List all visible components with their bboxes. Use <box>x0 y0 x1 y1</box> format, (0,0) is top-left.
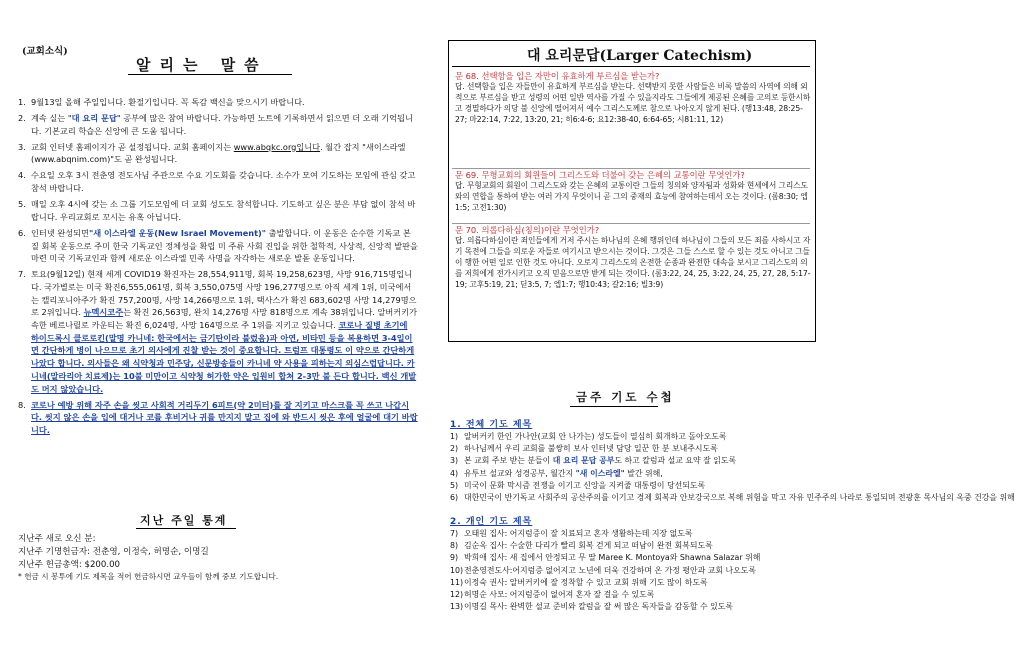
notice-number: 4. <box>18 170 26 181</box>
notice-list <box>18 96 418 440</box>
stats-title: 지난 주일 통계 <box>140 514 228 527</box>
qa-divider <box>452 168 810 169</box>
answer: 답. 무형교회의 회원이 그리스도와 갖는 은혜의 교통이란 그들의 칭의와 양자됨과 성화와 현세에서 그리스도와의 연합을 통하여 받는 여러 가지 무엇이니 곧 그의 중재의 효능에 참여하는데서 오는 것이다. (롬8:30; 엡1:5; 고전1:30) <box>455 181 808 212</box>
prayer-item <box>450 443 822 455</box>
notice-number: 7. <box>18 269 26 280</box>
notice-item <box>18 227 418 265</box>
prayer-number: 13) <box>450 602 464 612</box>
prayer-item <box>450 492 1015 504</box>
notice-item <box>18 268 418 395</box>
prayer-item <box>450 552 822 564</box>
prayer-text: 알버커키 한인 가나안(교회 안 나가는) 성도들이 열심히 회개하고 돌아오도록 <box>464 432 727 441</box>
prayer-number: 4) <box>450 468 459 478</box>
notice-text: 토요(9월12일) 현재 세계 COVID19 확진자는 28,554,911명, 회복 19,258,623명, 사망 916,715명입니다. 국가별로는 미국 확진6,555,061명, 회복 3,550,075명 사망 196,277명으로 아직 세계 1위, 미국에서는 캘리포니아주가 확진 757,200명, 사망 14,266명으로 1위, 택사스가 확진 683,602명 사망 14,279명으로 2위입니다. <box>31 269 417 318</box>
notice-text: 계속 실는 " <box>31 113 72 123</box>
stats-block <box>18 533 420 584</box>
prayer-text: 대 요리 문답 공부 <box>552 456 615 466</box>
notice-text: 매일 오후 4시에 갖는 소 그룹 기도모임에 더 교회 성도도 참석합니다. 기도하고 싶은 분은 부담 없이 참석 바랍니다. 우리교회로 꼬시는 유혹 아닙니다. <box>31 199 416 222</box>
prayer-text: 김순옥 집사: 수술한 다리가 빨리 회복 걷게 되고 떠남이 완전 회복되도록 <box>464 541 713 551</box>
notice-item <box>18 169 418 194</box>
prayer-item <box>450 468 822 480</box>
prayer-number: 2) <box>450 444 459 454</box>
question: 문 69. 무형교회의 회원들이 그리스도와 더불어 갖는 은혜의 교통이란 무엇인가? <box>455 170 745 180</box>
notice-text: 뉴멕시코주 <box>83 307 124 318</box>
named-donors: 지난주 기명헌금자: 전춘영, 이정숙, 허명순, 이명길 <box>18 546 209 557</box>
prayer-item <box>450 480 822 492</box>
notice-text: www.abqkc.org입니다 <box>233 141 321 152</box>
notice-text: . 월간 잡지 "새이스라엘(www.abqnim.com)"도 곧 완성됩니다. <box>31 141 406 165</box>
notice-item <box>18 198 418 223</box>
question: 문 68. 선택함을 입은 자만이 유효하게 부르심을 받는가? <box>455 71 660 81</box>
notice-text: "새 이스라엘 운동(New Israel Movement)" <box>88 227 267 238</box>
notice-item <box>18 141 418 166</box>
prayer-text: 본 교회 주보 받는 분들이 <box>464 456 553 466</box>
prayer-text: 허명순 사모: 어지럼증이 없어져 혼자 잘 걸을 수 있도록 <box>464 590 655 600</box>
prayer-text: 오태원 집사: 어지럼증이 잘 치료되고 혼자 생활하는데 지장 없도록 <box>464 529 693 538</box>
prayer-text: 전춘영전도사:어지럼증 없어지고 노년에 더욱 건강하며 온 가정 평안과 교회 나오도록 <box>464 565 757 575</box>
prayer-section-heading: 2. 개인 기도 제목 <box>450 517 533 527</box>
prayer-item <box>450 528 822 540</box>
notice-number: 5. <box>18 199 26 210</box>
notice-text: 코로나 예방 위해 자주 손을 씻고 사회적 거리두기 6피트(약 2미터)를 잘 지키고 마스크를 꼭 쓰고 나갑시다. 씻지 않은 손을 입에 대거나 코를 후비거나 귀를 만지지 말고 집에 와 반드시 씻은 후에 얼굴에 대기 바랍니다. <box>31 399 418 435</box>
qa-item <box>455 71 811 126</box>
notice-number: 1. <box>18 97 26 107</box>
notice-text: 코로나 질병 초기에 하이드록시 클로로킨(말명 카니네: 한국에서는 금기탄이라 불렀음)과 아연, 비타민 등을 복용하면 3-4일이면 간단하게 병이 나으므로 초기 의사에게 진찰 받는 것이 중요합니다. 트럼프 대통령도 이 약으로 간단하게 나았다 합니다. 의사들은 왜 식약청과 민주당, 신문방송들이 카니네 약 사용을 피하는지 의심스럽답니다. 카니네(말라리아 치료제)는 10불 미만이고 식약청 허가한 약은 입원비 합쳐 2-3만 불 든다 합니다. 백신 개발도 머지 않았습니다. <box>31 320 417 394</box>
prayer-text: 유투브 설교와 성경공부, 월간지 <box>464 468 576 478</box>
notice-number: 6. <box>18 227 26 238</box>
notice-item <box>18 96 418 109</box>
notice-text: 9월13일 올해 주일입니다. 환절기입니다. 꼭 독감 백신을 맞으시기 바랍니다. <box>31 97 305 107</box>
prayer-title: 금주 기도 수첩 <box>576 390 675 404</box>
notice-item <box>18 399 418 437</box>
notices-title: 알리는 말씀 <box>136 56 268 74</box>
notice-text: 는 확진 26,563명, 완치 14,276명 사망 818명으로 계속 38위입니다. 알버커키가 속한 베르나릴로 카운티는 확진 6,024명, 사망 164명으로 주 1위를 지키고 있습니다. <box>31 307 418 331</box>
prayer-list-general <box>450 431 1015 504</box>
prayer-text: 발간 위해, <box>624 468 663 478</box>
notice-number: 2. <box>18 113 26 123</box>
notice-text: 교회 인터넷 홈페이지가 곧 설정됩니다. 교회 홈페이지는 <box>31 141 234 152</box>
prayer-number: 7) <box>450 529 459 538</box>
new-visitors: 지난주 새로 오신 분: <box>18 534 96 544</box>
prayer-list-personal <box>450 528 822 613</box>
prayer-number: 1) <box>450 432 459 441</box>
notice-text: 출발합니다. 이 운동은 순수한 기독교 본질 회복 운동으로 주미 한국 기독교인 정체성을 확립 미 주류 사회 진입을 위한 철학적, 사상적, 신앙적 발판을 마련 미국 기독교인과 함께 새로운 이스라엘 민족 사명을 자각하는 새로운 발돋 운동입니다. <box>31 227 418 264</box>
prayer-text: 이정숙 권사: 알버커키에 잘 정착할 수 있고 교회 위해 기도 많이 하도록 <box>464 577 708 587</box>
prayer-title-underline <box>570 406 658 407</box>
prayer-number: 12) <box>450 590 464 600</box>
prayer-item <box>450 601 822 613</box>
prayer-item <box>450 455 822 467</box>
prayer-number: 6) <box>450 493 459 503</box>
question: 문 70. 의롭다하심(칭의)이란 무엇인가? <box>455 225 600 235</box>
notice-item <box>18 112 418 137</box>
notice-text: " 공부에 많은 참여 바랍니다. 가능하면 노트에 기록하면서 읽으면 더 오래 기억됩니다. 기본교리 학습은 신앙에 큰 도움 됩니다. <box>31 113 413 136</box>
prayer-number: 11) <box>450 577 464 587</box>
prayer-item <box>450 540 822 552</box>
prayer-item <box>450 431 822 443</box>
catechism-box <box>448 40 816 342</box>
catechism-title: 대 요리문답(Larger Catechism) <box>527 48 753 64</box>
prayer-section-heading: 1. 전체 기도 제목 <box>450 420 533 430</box>
offering-note: * 헌금 시 봉투에 기도 제목을 적어 헌금하시면 교우들이 함께 중보 기도합니다. <box>18 572 279 582</box>
answer: 답. 선택함을 입은 자들만이 유효하게 부르심을 받는다. 선택받지 못한 사람들은 비록 말씀의 사역에 의해 외적으로 부르심을 받고 성령의 어떤 일반 역사를 가질 수 있을지라도 그들에게 제공된 은혜를 고의로 등한시하고 경멸하다가 의당 불 신앙에 떨어져서 예수 그리스도께로 참으로 나아오지 않게 된다. (행13:48, 28:25-27; 마22:14, 7:22, 13:20, 21; 히6:4-6; 요12:38-40, 6:64-65; 시81:11, 12) <box>455 82 811 124</box>
offering-total: 지난주 헌금총액: $200.00 <box>18 559 121 570</box>
prayer-text: "새 이스라엘" <box>575 468 625 478</box>
prayer-text: 미국이 문화 막시즘 전쟁을 이기고 신앙을 지켜줄 대통령이 당선되도록 <box>464 480 706 490</box>
prayer-number: 5) <box>450 480 459 490</box>
qa-item <box>455 170 811 214</box>
notice-text: 인터넷 완성되면 <box>31 227 89 238</box>
qa-divider <box>452 223 810 224</box>
prayer-text: 이명길 목사: 완벽한 설교 준비와 칼럼을 잘 써 많은 독자들을 감동할 수 있도록 <box>464 602 734 612</box>
prayer-item <box>450 565 822 577</box>
prayer-item <box>450 589 822 601</box>
title-underline <box>128 74 292 75</box>
notice-number: 8. <box>18 399 26 410</box>
prayer-item <box>450 577 822 589</box>
notice-text: 대 요리 문답 <box>71 113 117 123</box>
answer: 답. 의롭다하심이란 죄인들에게 거저 주시는 하나님의 은혜 행위인데 하나님이 그들의 모든 죄를 사하시고 자기 목전에 그들을 의로운 자들로 여기시고 받으시는 것이다. 그것은 그들 스스로 할 수 있는 것도 아니고 그들이 행한 어떤 일로 인한 것도 아니다. 오로지 그리스도의 온전한 순종과 완전한 대속을 보시고 그리스도의 의를 저희에게 전가시키고 오직 믿음으로만 받게 되는 것이다. (롬3:22, 24, 25, 3:22, 24, 25, 27, 28, 5:17-19; 고후5:19, 21; 딛3:5, 7; 엡1:7; 행10:43; 갈2:16; 빌3:9) <box>455 236 811 289</box>
prayer-text: 도 하고 칼럼과 설교 요약 잘 읽도록 <box>614 456 737 466</box>
prayer-number: 8) <box>450 541 459 551</box>
prayer-number: 3) <box>450 456 459 466</box>
qa-item <box>455 225 811 291</box>
section-tag: (교회소식) <box>22 46 68 57</box>
catechism-title-rule <box>452 66 810 67</box>
prayer-text: 하나님께서 우리 교회를 불쌍히 보사 인터넷 담당 일꾼 한 분 보내주시도록 <box>464 444 718 454</box>
prayer-text: 박희애 집사: 새 집에서 안정되고 무 딸 Maree K. Montoya와 Shawna Salazar 위해 <box>464 553 761 563</box>
prayer-number: 9) <box>450 553 459 563</box>
notice-number: 3. <box>18 141 26 152</box>
notice-text: 수요일 오후 3시 전춘영 전도사님 주관으로 수요 기도회를 갖습니다. 소수가 모여 기도하는 모임에 관심 갖고 참석 바랍니다. <box>31 170 416 194</box>
prayer-text: 대한민국이 반기독교 사회주의 공산주의를 이기고 경제 회복과 안보강국으로 복해 위험을 막고 자유 민주주의 나라로 통일되며 전광훈 목사님의 옥중 건강을 위해 <box>464 493 1015 503</box>
stats-underline <box>136 528 236 529</box>
prayer-number: 10) <box>450 565 464 575</box>
